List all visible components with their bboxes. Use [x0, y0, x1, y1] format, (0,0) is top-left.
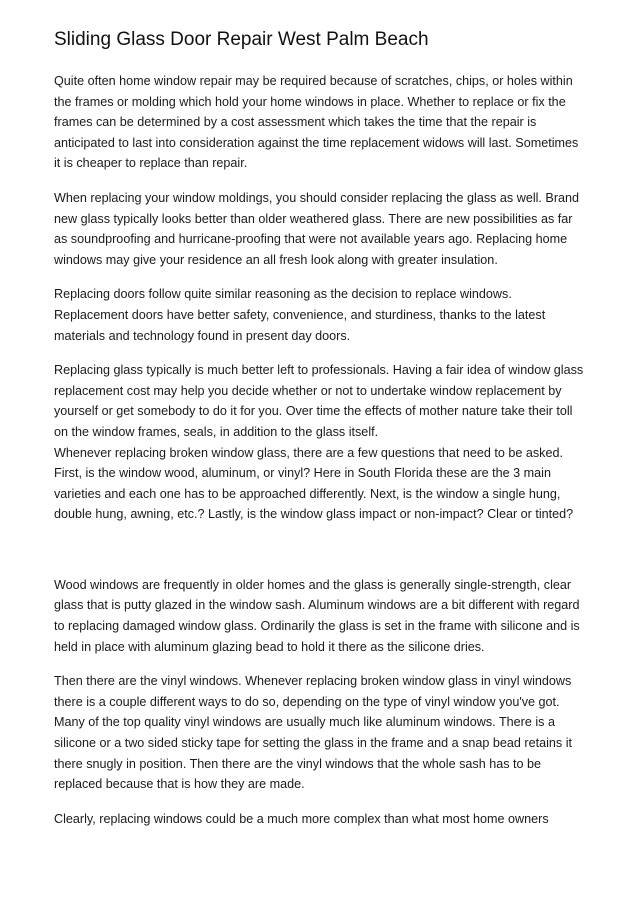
paragraph-replacing-doors: Replacing doors follow quite similar reasoning as the decision to replace windows. Replacement doors have better safety, convenience, and sturdiness, thanks to the latest materials and technology found in present day doors. — [54, 287, 546, 343]
paragraph-vinyl-windows: Then there are the vinyl windows. Whenever replacing broken window glass in vinyl windows there is a couple different ways to do so, depending on the type of vinyl window you've got. Many of the top quality vinyl windows are usually much like aluminum windows. There is a silicone or a two sided sticky tape for setting the glass in the frame and a snap bead retains it there snugly in position. Then there are the vinyl windows that the whole sash has to be replaced because that is how they are made. — [54, 674, 573, 792]
paragraph-broken-glass-questions: Whenever replacing broken window glass, there are a few questions that need to be asked. First, is the window wood, aluminum, or vinyl? Here in South Florida these are the 3 main varieties and each one has to be approached differently. Next, is the window a single hung, double hung, awning, etc.? Lastly, is the window glass impact or non-impact? Clear or tinted? — [54, 445, 574, 522]
paragraph-conclusion: Clearly, replacing windows could be a much more complex than what most home owners — [54, 811, 549, 826]
paragraph-window-repair: Quite often home window repair may be required because of scratches, chips, or holes within the frames or molding which hold your home windows in place. Whether to replace or fix the frames can be determined by a cost assessment which takes the time that the repair is anticipated to last into consideration against the time replacement widows will last. Sometimes it is cheaper to replace than repair. — [54, 74, 579, 171]
paragraph-wood-windows: Wood windows are frequently in older homes and the glass is generally single-strength, clear glass that is putty glazed in the window sash. Aluminum windows are a bit different with regard to replacing damaged window glass. Ordinarily the glass is set in the frame with silicone and is held in place with aluminum glazing bead to hold it there as the silicone dries. — [54, 577, 580, 654]
document-title: Sliding Glass Door Repair West Palm Beach — [54, 29, 429, 50]
paragraph-replacing-glass: Replacing glass typically is much better left to professionals. Having a fair idea of window glass replacement cost may help you decide whether or not to undertake window replacement by yourself or get somebody to do it for you. Over time the effects of mother nature take their toll on the window frames, seals, in addition to the glass itself. — [54, 363, 584, 439]
blank-space — [54, 525, 586, 575]
paragraph-window-moldings: When replacing your window moldings, you should consider replacing the glass as well. Brand new glass typically looks better than older weathered glass. There are new possibilities as far as soundproofing and hurricane-proofing that were not available years ago. Replacing home windows may give your residence an all fresh look along with greater insulation. — [54, 190, 580, 267]
document-page — [54, 28, 586, 843]
